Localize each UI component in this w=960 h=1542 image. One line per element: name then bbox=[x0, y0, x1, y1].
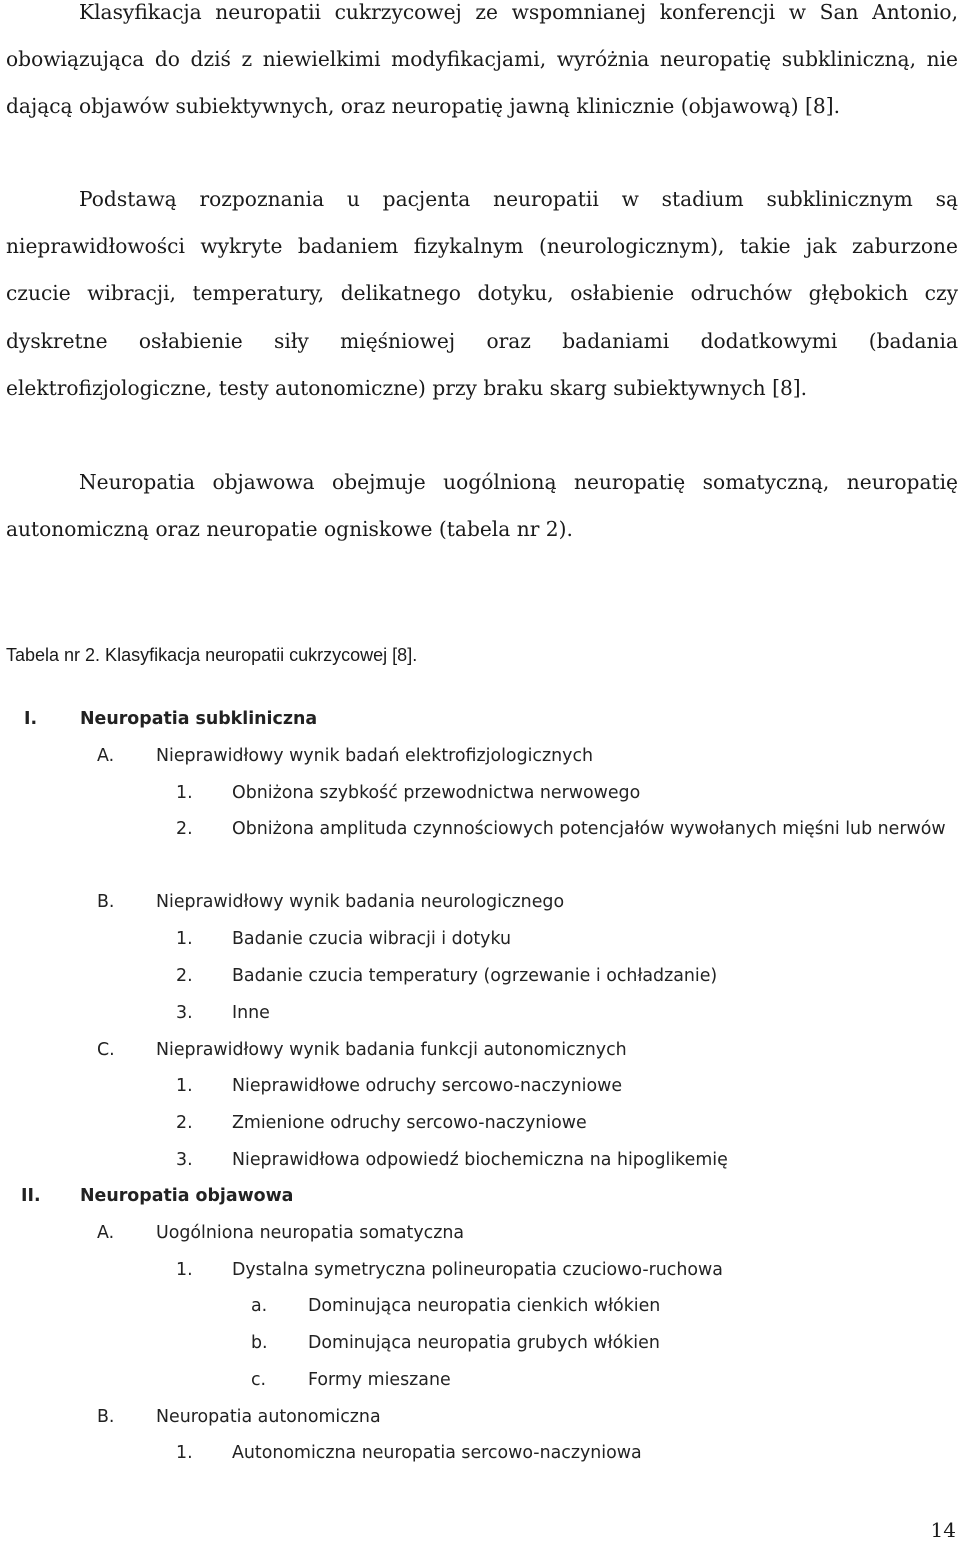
outline-item-level1 bbox=[0, 1184, 960, 1208]
outline-label: Dystalna symetryczna polineuropatia czuciowo-ruchowa bbox=[232, 1260, 723, 1280]
outline-item-level2 bbox=[0, 1038, 960, 1062]
outline-item-level3 bbox=[0, 1148, 960, 1172]
outline-marker: C. bbox=[97, 1040, 115, 1060]
outline-item-level3 bbox=[0, 1258, 960, 1282]
outline-marker: 1. bbox=[176, 783, 193, 803]
outline-item-level3 bbox=[0, 1441, 960, 1465]
outline-marker: B. bbox=[97, 892, 115, 912]
outline-marker: I. bbox=[24, 709, 38, 729]
outline-label: Autonomiczna neuropatia sercowo-naczyniowa bbox=[232, 1443, 642, 1463]
outline-item-level3 bbox=[0, 1111, 960, 1135]
outline-label: Nieprawidłowy wynik badania neurologicznego bbox=[156, 892, 565, 912]
outline-marker: 2. bbox=[176, 1113, 193, 1133]
outline-label: Dominująca neuropatia cienkich włókien bbox=[308, 1296, 661, 1316]
outline-label: Formy mieszane bbox=[308, 1370, 451, 1390]
outline-label: Obniżona amplituda czynnościowych potencjałów wywołanych mięśni lub nerwów bbox=[232, 819, 946, 839]
outline-item-level2 bbox=[0, 744, 960, 768]
outline-item-level3 bbox=[0, 1001, 960, 1025]
outline-item-level3 bbox=[0, 1074, 960, 1098]
outline-marker: 3. bbox=[176, 1003, 193, 1023]
outline-marker: 2. bbox=[176, 819, 193, 839]
outline-item-level4 bbox=[0, 1368, 960, 1392]
outline-label: Neuropatia subkliniczna bbox=[80, 709, 318, 729]
outline-label: Nieprawidłowa odpowiedź biochemiczna na hipoglikemię bbox=[232, 1150, 728, 1170]
outline-marker: c. bbox=[251, 1370, 267, 1390]
outline-label: Nieprawidłowe odruchy sercowo-naczyniowe bbox=[232, 1076, 623, 1096]
paragraph-subclinical-diagnosis bbox=[6, 176, 958, 412]
outline-marker: a. bbox=[251, 1296, 268, 1316]
outline-marker: B. bbox=[97, 1407, 115, 1427]
outline-marker: 1. bbox=[176, 1076, 193, 1096]
outline-label: Inne bbox=[232, 1003, 270, 1023]
outline-item-level4 bbox=[0, 1331, 960, 1355]
outline-marker: 3. bbox=[176, 1150, 193, 1170]
outline-marker: A. bbox=[97, 746, 115, 766]
paragraph-classification-intro bbox=[6, 0, 958, 131]
paragraph-text: Podstawą rozpoznania u pacjenta neuropatii w stadium subklinicznym są nieprawidłowości wykryte badaniem fizykalnym (neurologicznym), takie jak zaburzone czucie wibracji, temperatury, delikatnego dotyku, osłabienie odruchów głębokich czy dyskretne osłabienie siły mięśniowej oraz badaniami dodatkowymi (badania elektrofizjologiczne, testy autonomiczne) przy braku skarg subiektywnych [8]. bbox=[6, 187, 958, 400]
outline-marker: II. bbox=[21, 1186, 41, 1206]
outline-item-level3 bbox=[0, 817, 960, 877]
outline-marker: A. bbox=[97, 1223, 115, 1243]
outline-item-level2 bbox=[0, 1221, 960, 1245]
outline-label: Neuropatia objawowa bbox=[80, 1186, 294, 1206]
outline-marker: 1. bbox=[176, 1443, 193, 1463]
outline-label: Dominująca neuropatia grubych włókien bbox=[308, 1333, 660, 1353]
outline-label: Obniżona szybkość przewodnictwa nerwowego bbox=[232, 783, 641, 803]
paragraph-symptomatic-neuropathy bbox=[6, 459, 958, 553]
outline-item-level3 bbox=[0, 781, 960, 805]
outline-item-level3 bbox=[0, 927, 960, 951]
outline-item-level3 bbox=[0, 964, 960, 988]
outline-item-level2 bbox=[0, 890, 960, 914]
outline-label: Nieprawidłowy wynik badań elektrofizjologicznych bbox=[156, 746, 594, 766]
table-caption: Tabela nr 2. Klasyfikacja neuropatii cukrzycowej [8]. bbox=[6, 645, 418, 665]
outline-item-level1 bbox=[0, 707, 960, 731]
outline-label: Nieprawidłowy wynik badania funkcji autonomicznych bbox=[156, 1040, 627, 1060]
outline-item-level2 bbox=[0, 1405, 960, 1429]
outline-label: Uogólniona neuropatia somatyczna bbox=[156, 1223, 465, 1243]
outline-label: Badanie czucia wibracji i dotyku bbox=[232, 929, 512, 949]
outline-label: Badanie czucia temperatury (ogrzewanie i ochładzanie) bbox=[232, 966, 718, 986]
outline-marker: 1. bbox=[176, 1260, 193, 1280]
outline-marker: 1. bbox=[176, 929, 193, 949]
outline-label: Neuropatia autonomiczna bbox=[156, 1407, 381, 1427]
outline-marker: 2. bbox=[176, 966, 193, 986]
outline-label: Zmienione odruchy sercowo-naczyniowe bbox=[232, 1113, 587, 1133]
paragraph-text: Klasyfikacja neuropatii cukrzycowej ze wspomnianej konferencji w San Antonio, obowiązująca do dziś z niewielkimi modyfikacjami, wyróżnia neuropatię subkliniczną, nie dającą objawów subiektywnych, oraz neuropatię jawną klinicznie (objawową) [8]. bbox=[6, 0, 958, 119]
outline-marker: b. bbox=[251, 1333, 268, 1353]
page-number: 14 bbox=[930, 1518, 956, 1542]
paragraph-text: Neuropatia objawowa obejmuje uogólnioną neuropatię somatyczną, neuropatię autonomiczną oraz neuropatie ogniskowe (tabela nr 2). bbox=[6, 470, 958, 542]
outline-item-level4 bbox=[0, 1294, 960, 1318]
